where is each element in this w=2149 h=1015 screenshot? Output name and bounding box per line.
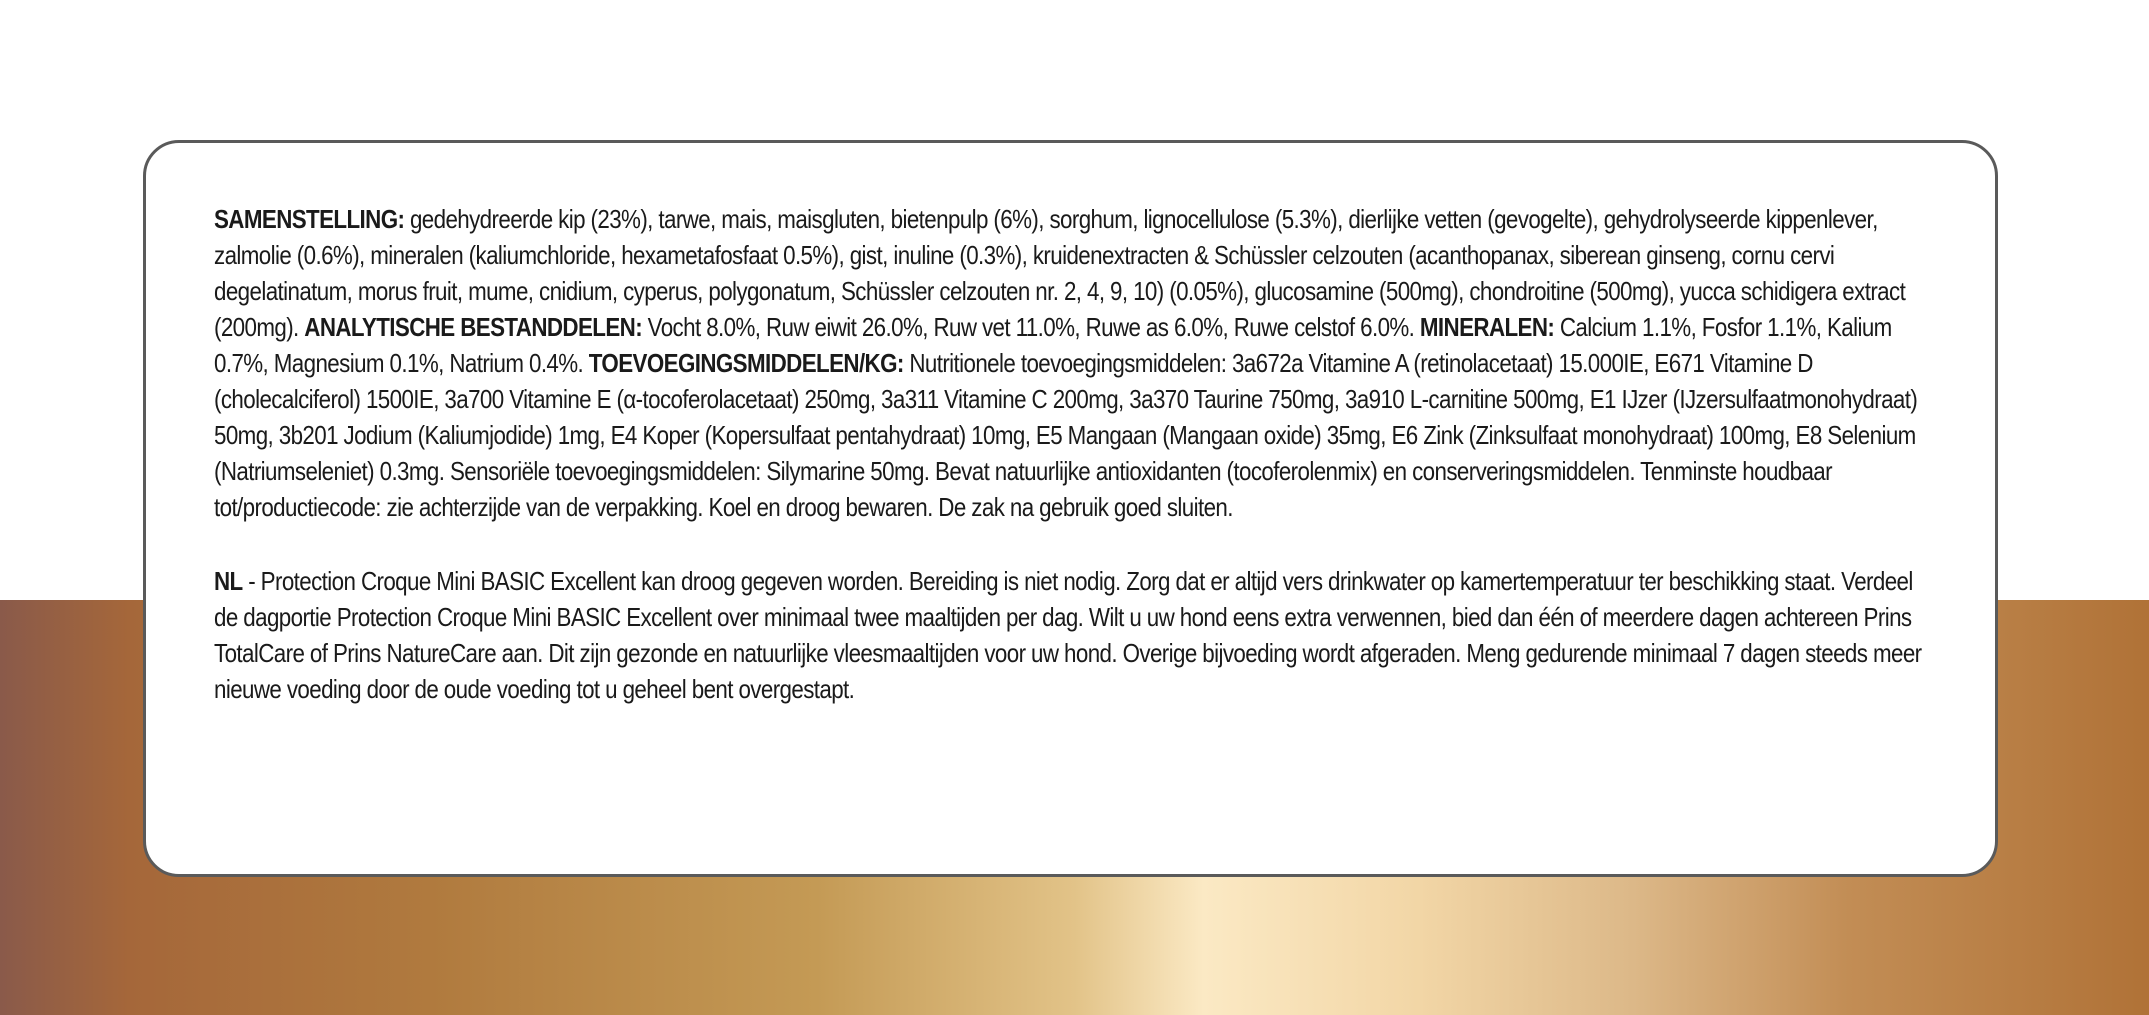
feeding-instructions-text: - Protection Croque Mini BASIC Excellent kan droog gegeven worden. Bereiding is niet nodig. Zorg dat er altijd vers drinkwater op kamertemperatuur ter beschikking staat. Verdeel de dagportie Protection Croque Mini BASIC Excellent over minimaal twee maaltijden per dag. Wilt u uw hond eens extra verwennen, bied dan één of meerdere dagen achtereen Prins TotalCare of Prins NatureCare aan. Dit zijn gezonde en natuurlijke vleesmaaltijden voor uw hond. Overige bijvoeding wordt afgeraden. Meng gedurende minimaal 7 dagen steeds meer nieuwe voeding door de oude voeding tot u geheel bent overgestapt. — [214, 566, 1922, 704]
analytische-bestanddelen-heading: ANALYTISCHE BESTANDDELEN: — [304, 312, 643, 342]
mineralen-heading: MINERALEN: — [1419, 312, 1555, 342]
composition-paragraph — [214, 201, 1925, 525]
language-code-label: NL — [214, 566, 243, 596]
label-text-panel — [143, 140, 1998, 877]
samenstelling-text: gedehydreerde kip (23%), tarwe, mais, maisgluten, bietenpulp (6%), sorghum, lignocellulose (5.3%), dierlijke vetten (gevogelte), gehydrolyseerde kippenlever, zalmolie (0.6%), mineralen (kaliumchloride, hexametafosfaat 0.5%), gist, inuline (0.3%), kruidenextracten & Schüssler celzouten (acanthopanax, siberean ginseng, cornu cervi degelatinatum, morus fruit, mume, cnidium, cyperus, polygonatum, Schüssler celzouten nr. 2, 4, 9, 10) (0.05%), glucosamine (500mg), chondroitine (500mg), yucca schidigera extract (200mg). — [214, 204, 1906, 342]
toevoegingsmiddelen-text: Nutritionele toevoegingsmiddelen: 3a672a Vitamine A (retinolacetaat) 15.000IE, E671 Vitamine D (cholecalciferol) 1500IE, 3a700 Vitamine E (α-tocoferolacetaat) 250mg, 3a311 Vitamine C 200mg, 3a370 Taurine 750mg, 3a910 L-carnitine 500mg, E1 IJzer (IJzersulfaatmonohydraat) 50mg, 3b201 Jodium (Kaliumjodide) 1mg, E4 Koper (Kopersulfaat pentahydraat) 10mg, E5 Mangaan (Mangaan oxide) 35mg, E6 Zink (Zinksulfaat monohydraat) 100mg, E8 Selenium (Natriumseleniet) 0.3mg. Sensoriële toevoegingsmiddelen: Silymarine 50mg. Bevat natuurlijke antioxidanten (tocoferolenmix) en conserveringsmiddelen. Tenminste houdbaar tot/productiecode: zie achterzijde van de verpakking. Koel en droog bewaren. De zak na gebruik goed sluiten. — [214, 348, 1918, 522]
instructions-paragraph — [214, 563, 1925, 707]
mineralen-text: Calcium 1.1%, Fosfor 1.1%, Kalium 0.7%, Magnesium 0.1%, Natrium 0.4%. — [214, 312, 1892, 378]
toevoegingsmiddelen-heading: TOEVOEGINGSMIDDELEN/KG: — [588, 348, 904, 378]
samenstelling-heading: SAMENSTELLING: — [214, 204, 405, 234]
analytische-bestanddelen-text: Vocht 8.0%, Ruw eiwit 26.0%, Ruw vet 11.0%, Ruwe as 6.0%, Ruwe celstof 6.0%. — [642, 312, 1420, 342]
